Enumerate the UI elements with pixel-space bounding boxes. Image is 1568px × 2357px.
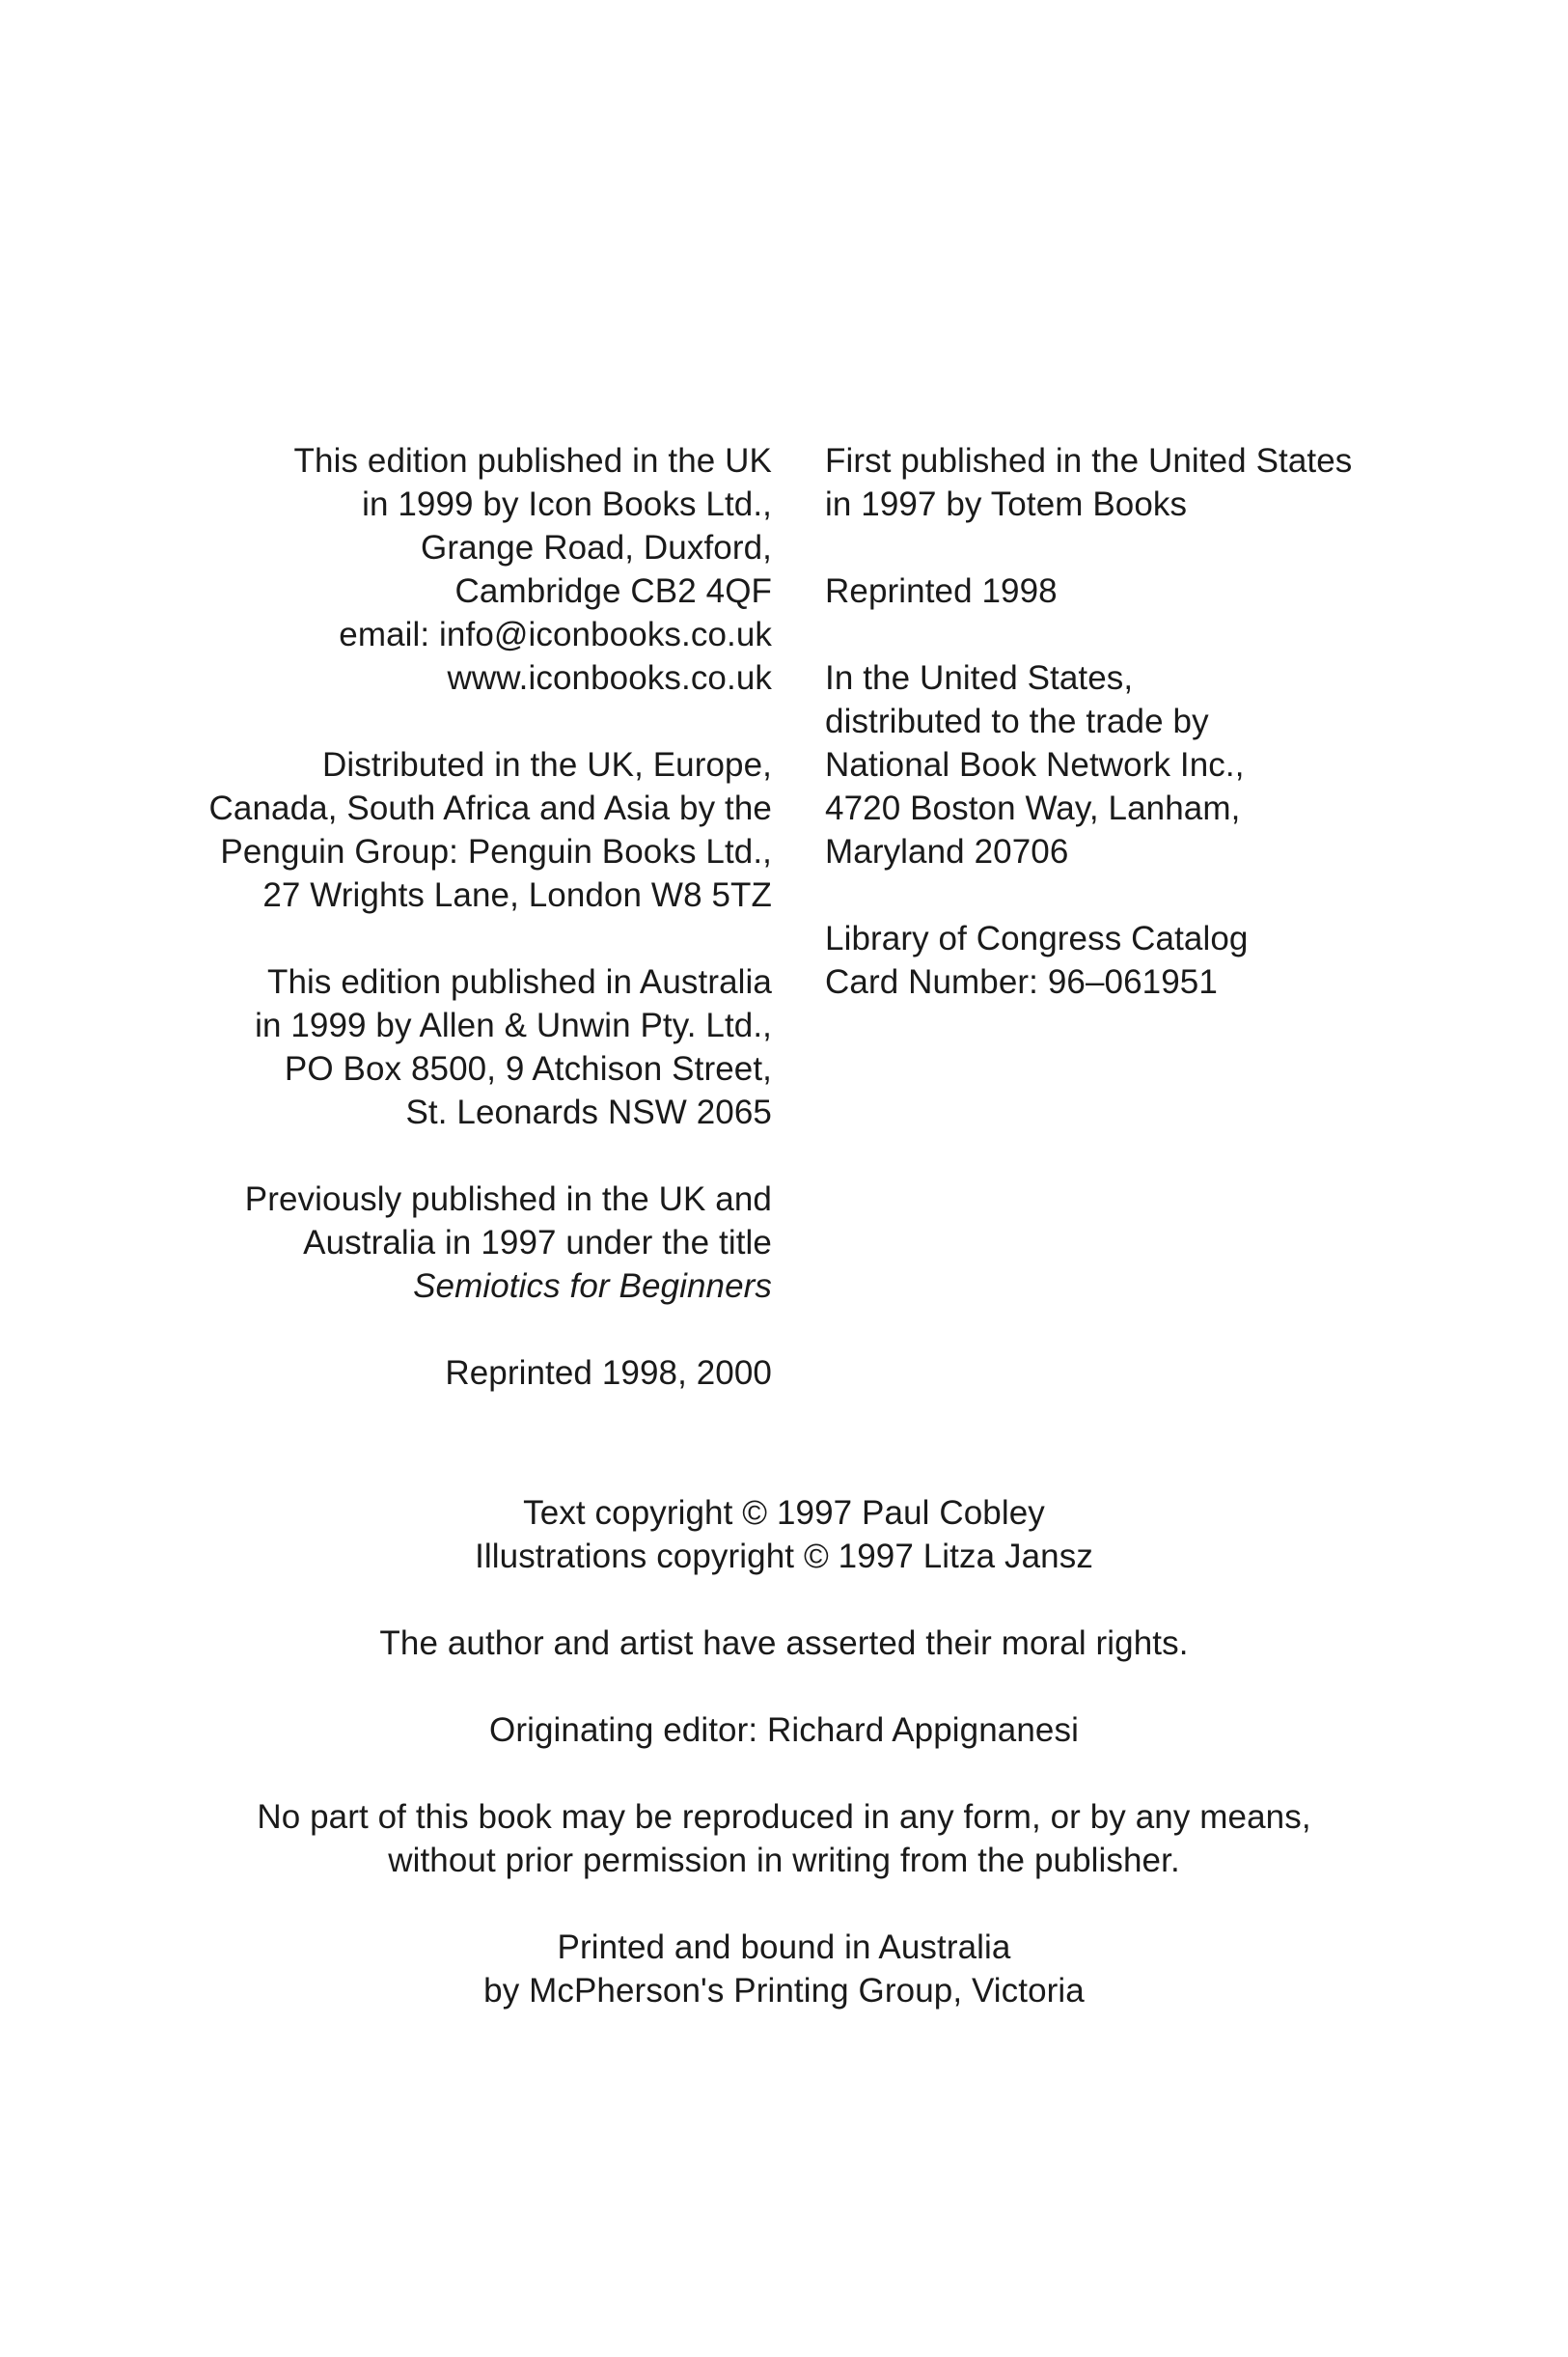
- distribution-line: Penguin Group: Penguin Books Ltd.,: [220, 833, 772, 871]
- australia-edition-line: in 1999 by Allen & Unwin Pty. Ltd.,: [255, 1007, 772, 1044]
- permission-block: [0, 1795, 1568, 1882]
- text-copyright: Text copyright © 1997 Paul Cobley: [523, 1494, 1045, 1532]
- uk-edition-block: [96, 439, 772, 700]
- illustrations-copyright: Illustrations copyright © 1997 Litza Jansz: [475, 1538, 1093, 1575]
- us-reprint-block: [825, 569, 1443, 613]
- australia-edition-block: [96, 960, 772, 1134]
- permission-line: without prior permission in writing from the publisher.: [388, 1842, 1180, 1879]
- permission-line: No part of this book may be reproduced in any form, or by any means,: [257, 1798, 1311, 1836]
- printer-block: [0, 1926, 1568, 2012]
- us-distribution-block: [825, 656, 1443, 873]
- us-distribution-line: In the United States,: [825, 659, 1134, 697]
- loc-catalog-line: Library of Congress Catalog: [825, 920, 1249, 957]
- originating-editor: Originating editor: Richard Appignanesi: [489, 1711, 1079, 1749]
- australia-edition-line: PO Box 8500, 9 Atchison Street,: [284, 1050, 772, 1088]
- us-distribution-line: National Book Network Inc.,: [825, 746, 1245, 784]
- us-distribution-line: 4720 Boston Way, Lanham,: [825, 790, 1241, 827]
- previous-title: Semiotics for Beginners: [413, 1267, 772, 1305]
- left-column: [96, 439, 772, 1438]
- moral-rights: The author and artist have asserted their moral rights.: [379, 1624, 1189, 1662]
- loc-card-number: Card Number: 96–061951: [825, 963, 1218, 1001]
- uk-reprinted: Reprinted 1998, 2000: [445, 1354, 772, 1392]
- distribution-line: Canada, South Africa and Asia by the: [208, 790, 772, 827]
- us-distribution-line: Maryland 20706: [825, 833, 1069, 871]
- editor-block: [0, 1708, 1568, 1752]
- moral-rights-block: [0, 1622, 1568, 1665]
- right-column: [825, 439, 1443, 1047]
- uk-edition-line: Grange Road, Duxford,: [421, 529, 772, 567]
- publisher-website: www.iconbooks.co.uk: [447, 659, 772, 697]
- bottom-block: [0, 1491, 1568, 2056]
- us-first-line: in 1997 by Totem Books: [825, 485, 1188, 523]
- australia-edition-line: St. Leonards NSW 2065: [405, 1094, 772, 1131]
- loc-catalog-block: [825, 917, 1443, 1004]
- us-reprinted: Reprinted 1998: [825, 572, 1058, 610]
- uk-edition-line: This edition published in the UK: [293, 442, 772, 480]
- distribution-line: Distributed in the UK, Europe,: [321, 746, 772, 784]
- us-first-line: First published in the United States: [825, 442, 1353, 480]
- uk-edition-line: Cambridge CB2 4QF: [454, 572, 772, 610]
- printer-line: by McPherson's Printing Group, Victoria: [483, 1972, 1085, 2010]
- copyright-notice: [0, 1491, 1568, 1578]
- us-distribution-line: distributed to the trade by: [825, 703, 1209, 740]
- uk-edition-line: in 1999 by Icon Books Ltd.,: [362, 485, 772, 523]
- previous-publication-line: Previously published in the UK and: [244, 1180, 772, 1218]
- printer-line: Printed and bound in Australia: [557, 1928, 1011, 1966]
- us-first-block: [825, 439, 1443, 526]
- uk-reprint-block: [96, 1351, 772, 1395]
- publisher-email: email: info@iconbooks.co.uk: [339, 616, 772, 653]
- distribution-block: [96, 743, 772, 917]
- australia-edition-line: This edition published in Australia: [267, 963, 772, 1001]
- previous-publication-line: Australia in 1997 under the title: [303, 1224, 772, 1262]
- previous-publication-block: [96, 1178, 772, 1308]
- distribution-line: 27 Wrights Lane, London W8 5TZ: [262, 876, 772, 914]
